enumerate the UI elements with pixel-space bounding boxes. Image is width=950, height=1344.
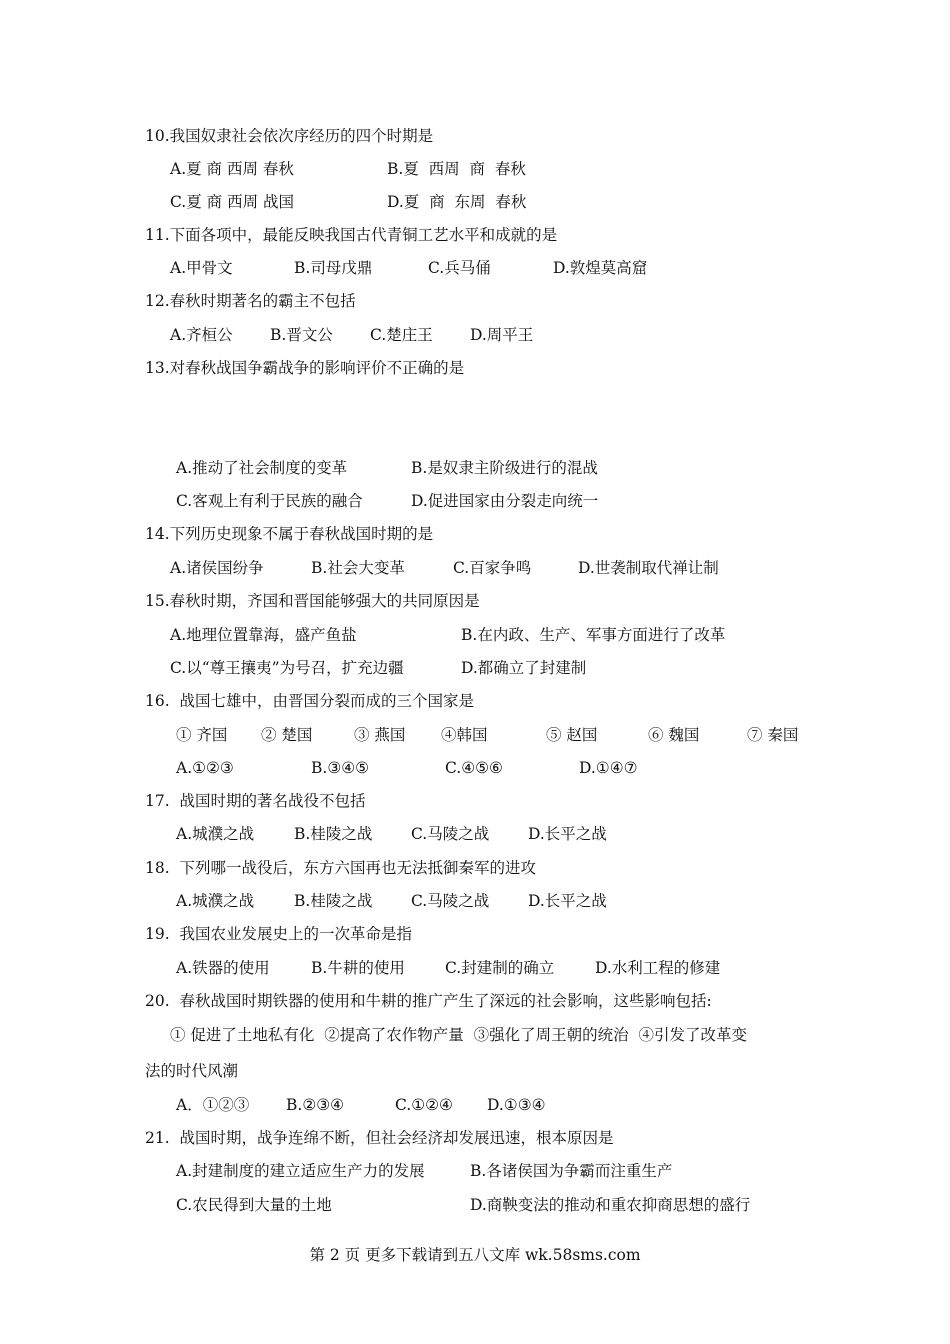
question-13-option-a: A.推动了社会制度的变革 xyxy=(176,459,348,477)
question-21-stem: 21. 战国时期，战争连绵不断，但社会经济却发展迅速，根本原因是 xyxy=(145,1129,614,1147)
question-14-option-c: C.百家争鸣 xyxy=(453,559,532,577)
question-17-option-d: D.长平之战 xyxy=(528,825,607,843)
question-14-option-a: A.诸侯国纷争 xyxy=(170,559,264,577)
question-15-option-c: C.以“尊王攘夷”为号召，扩充边疆 xyxy=(170,659,404,677)
question-10-option-a: A.夏 商 西周 春秋 xyxy=(170,160,294,178)
question-16-item-2: ② 楚国 xyxy=(261,726,313,744)
question-12-option-b: B.晋文公 xyxy=(270,326,333,344)
question-13-option-c: C.客观上有利于民族的融合 xyxy=(176,492,363,510)
question-17-stem: 17. 战国时期的著名战役不包括 xyxy=(145,792,366,810)
question-20-items-continued: 法的时代风潮 xyxy=(145,1062,239,1080)
question-20-items: ① 促进了土地私有化 ②提高了农作物产量 ③强化了周王朝的统治 ④引发了改革变 xyxy=(170,1026,747,1044)
question-11-option-b: B.司母戊鼎 xyxy=(294,259,373,277)
question-20-option-c: C.①②④ xyxy=(395,1096,453,1114)
question-18-option-a: A.城濮之战 xyxy=(176,892,255,910)
question-18-stem: 18. 下列哪一战役后，东方六国再也无法抵御秦军的进攻 xyxy=(145,859,537,877)
question-20-stem: 20. 春秋战国时期铁器的使用和牛耕的推广产生了深远的社会影响，这些影响包括: xyxy=(145,992,712,1010)
question-20-option-b: B.②③④ xyxy=(286,1096,345,1114)
question-18-option-b: B.桂陵之战 xyxy=(294,892,373,910)
question-21-option-d: D.商鞅变法的推动和重农抑商思想的盛行 xyxy=(470,1196,751,1214)
question-12-stem: 12.春秋时期著名的霸主不包括 xyxy=(145,292,356,310)
question-14-stem: 14.下列历史现象不属于春秋战国时期的是 xyxy=(145,525,434,543)
question-19-option-b: B.牛耕的使用 xyxy=(311,959,405,977)
question-10-option-b: B.夏 西周 商 春秋 xyxy=(387,160,526,178)
question-16-option-b: B.③④⑤ xyxy=(311,759,370,777)
question-16-item-1: ① 齐国 xyxy=(176,726,228,744)
question-17-option-a: A.城濮之战 xyxy=(176,825,255,843)
question-10-option-c: C.夏 商 西周 战国 xyxy=(170,193,295,211)
question-15-option-a: A.地理位置靠海，盛产鱼盐 xyxy=(170,626,357,644)
page-footer: 第 2 页 更多下载请到五八文库 wk.58sms.com xyxy=(309,1246,641,1264)
question-21-option-a: A.封建制度的建立适应生产力的发展 xyxy=(176,1162,425,1180)
question-16-item-3: ③ 燕国 xyxy=(354,726,406,744)
question-12-option-a: A.齐桓公 xyxy=(170,326,233,344)
question-16-item-6: ⑥ 魏国 xyxy=(648,726,700,744)
question-14-option-d: D.世袭制取代禅让制 xyxy=(578,559,719,577)
question-10-stem: 10.我国奴隶社会依次序经历的四个时期是 xyxy=(145,127,434,145)
question-11-option-a: A.甲骨文 xyxy=(170,259,233,277)
question-10-option-d: D.夏 商 东周 春秋 xyxy=(387,193,527,211)
question-16-option-c: C.④⑤⑥ xyxy=(445,759,503,777)
question-16-item-7: ⑦ 秦国 xyxy=(747,726,799,744)
question-14-option-b: B.社会大变革 xyxy=(311,559,405,577)
question-18-option-c: C.马陵之战 xyxy=(411,892,490,910)
question-21-option-b: B.各诸侯国为争霸而注重生产 xyxy=(470,1162,673,1180)
question-13-option-d: D.促进国家由分裂走向统一 xyxy=(411,492,599,510)
question-20-option-a: A．①②③ xyxy=(176,1096,250,1114)
question-11-stem: 11.下面各项中，最能反映我国古代青铜工艺水平和成就的是 xyxy=(145,226,558,244)
question-21-option-c: C.农民得到大量的土地 xyxy=(176,1196,332,1214)
question-20-option-d: D.①③④ xyxy=(487,1096,546,1114)
question-12-option-c: C.楚庄王 xyxy=(370,326,433,344)
question-11-option-c: C.兵马俑 xyxy=(428,259,491,277)
question-15-option-b: B.在内政、生产、军事方面进行了改革 xyxy=(461,626,726,644)
question-15-option-d: D.都确立了封建制 xyxy=(461,659,587,677)
question-12-option-d: D.周平王 xyxy=(470,326,534,344)
question-17-option-c: C.马陵之战 xyxy=(411,825,490,843)
question-19-option-a: A.铁器的使用 xyxy=(176,959,270,977)
question-13-stem: 13.对春秋战国争霸战争的影响评价不正确的是 xyxy=(145,359,465,377)
question-17-option-b: B.桂陵之战 xyxy=(294,825,373,843)
question-16-item-5: ⑤ 赵国 xyxy=(546,726,598,744)
question-19-option-d: D.水利工程的修建 xyxy=(595,959,721,977)
question-16-option-a: A.①②③ xyxy=(176,759,234,777)
question-16-option-d: D.①④⑦ xyxy=(579,759,638,777)
question-19-stem: 19. 我国农业发展史上的一次革命是指 xyxy=(145,925,413,943)
question-19-option-c: C.封建制的确立 xyxy=(445,959,555,977)
question-16-stem: 16. 战国七雄中，由晋国分裂而成的三个国家是 xyxy=(145,692,475,710)
question-11-option-d: D.敦煌莫高窟 xyxy=(553,259,648,277)
question-18-option-d: D.长平之战 xyxy=(528,892,607,910)
question-15-stem: 15.春秋时期，齐国和晋国能够强大的共同原因是 xyxy=(145,592,480,610)
question-13-option-b: B.是奴隶主阶级进行的混战 xyxy=(411,459,598,477)
question-16-item-4: ④韩国 xyxy=(441,726,488,744)
